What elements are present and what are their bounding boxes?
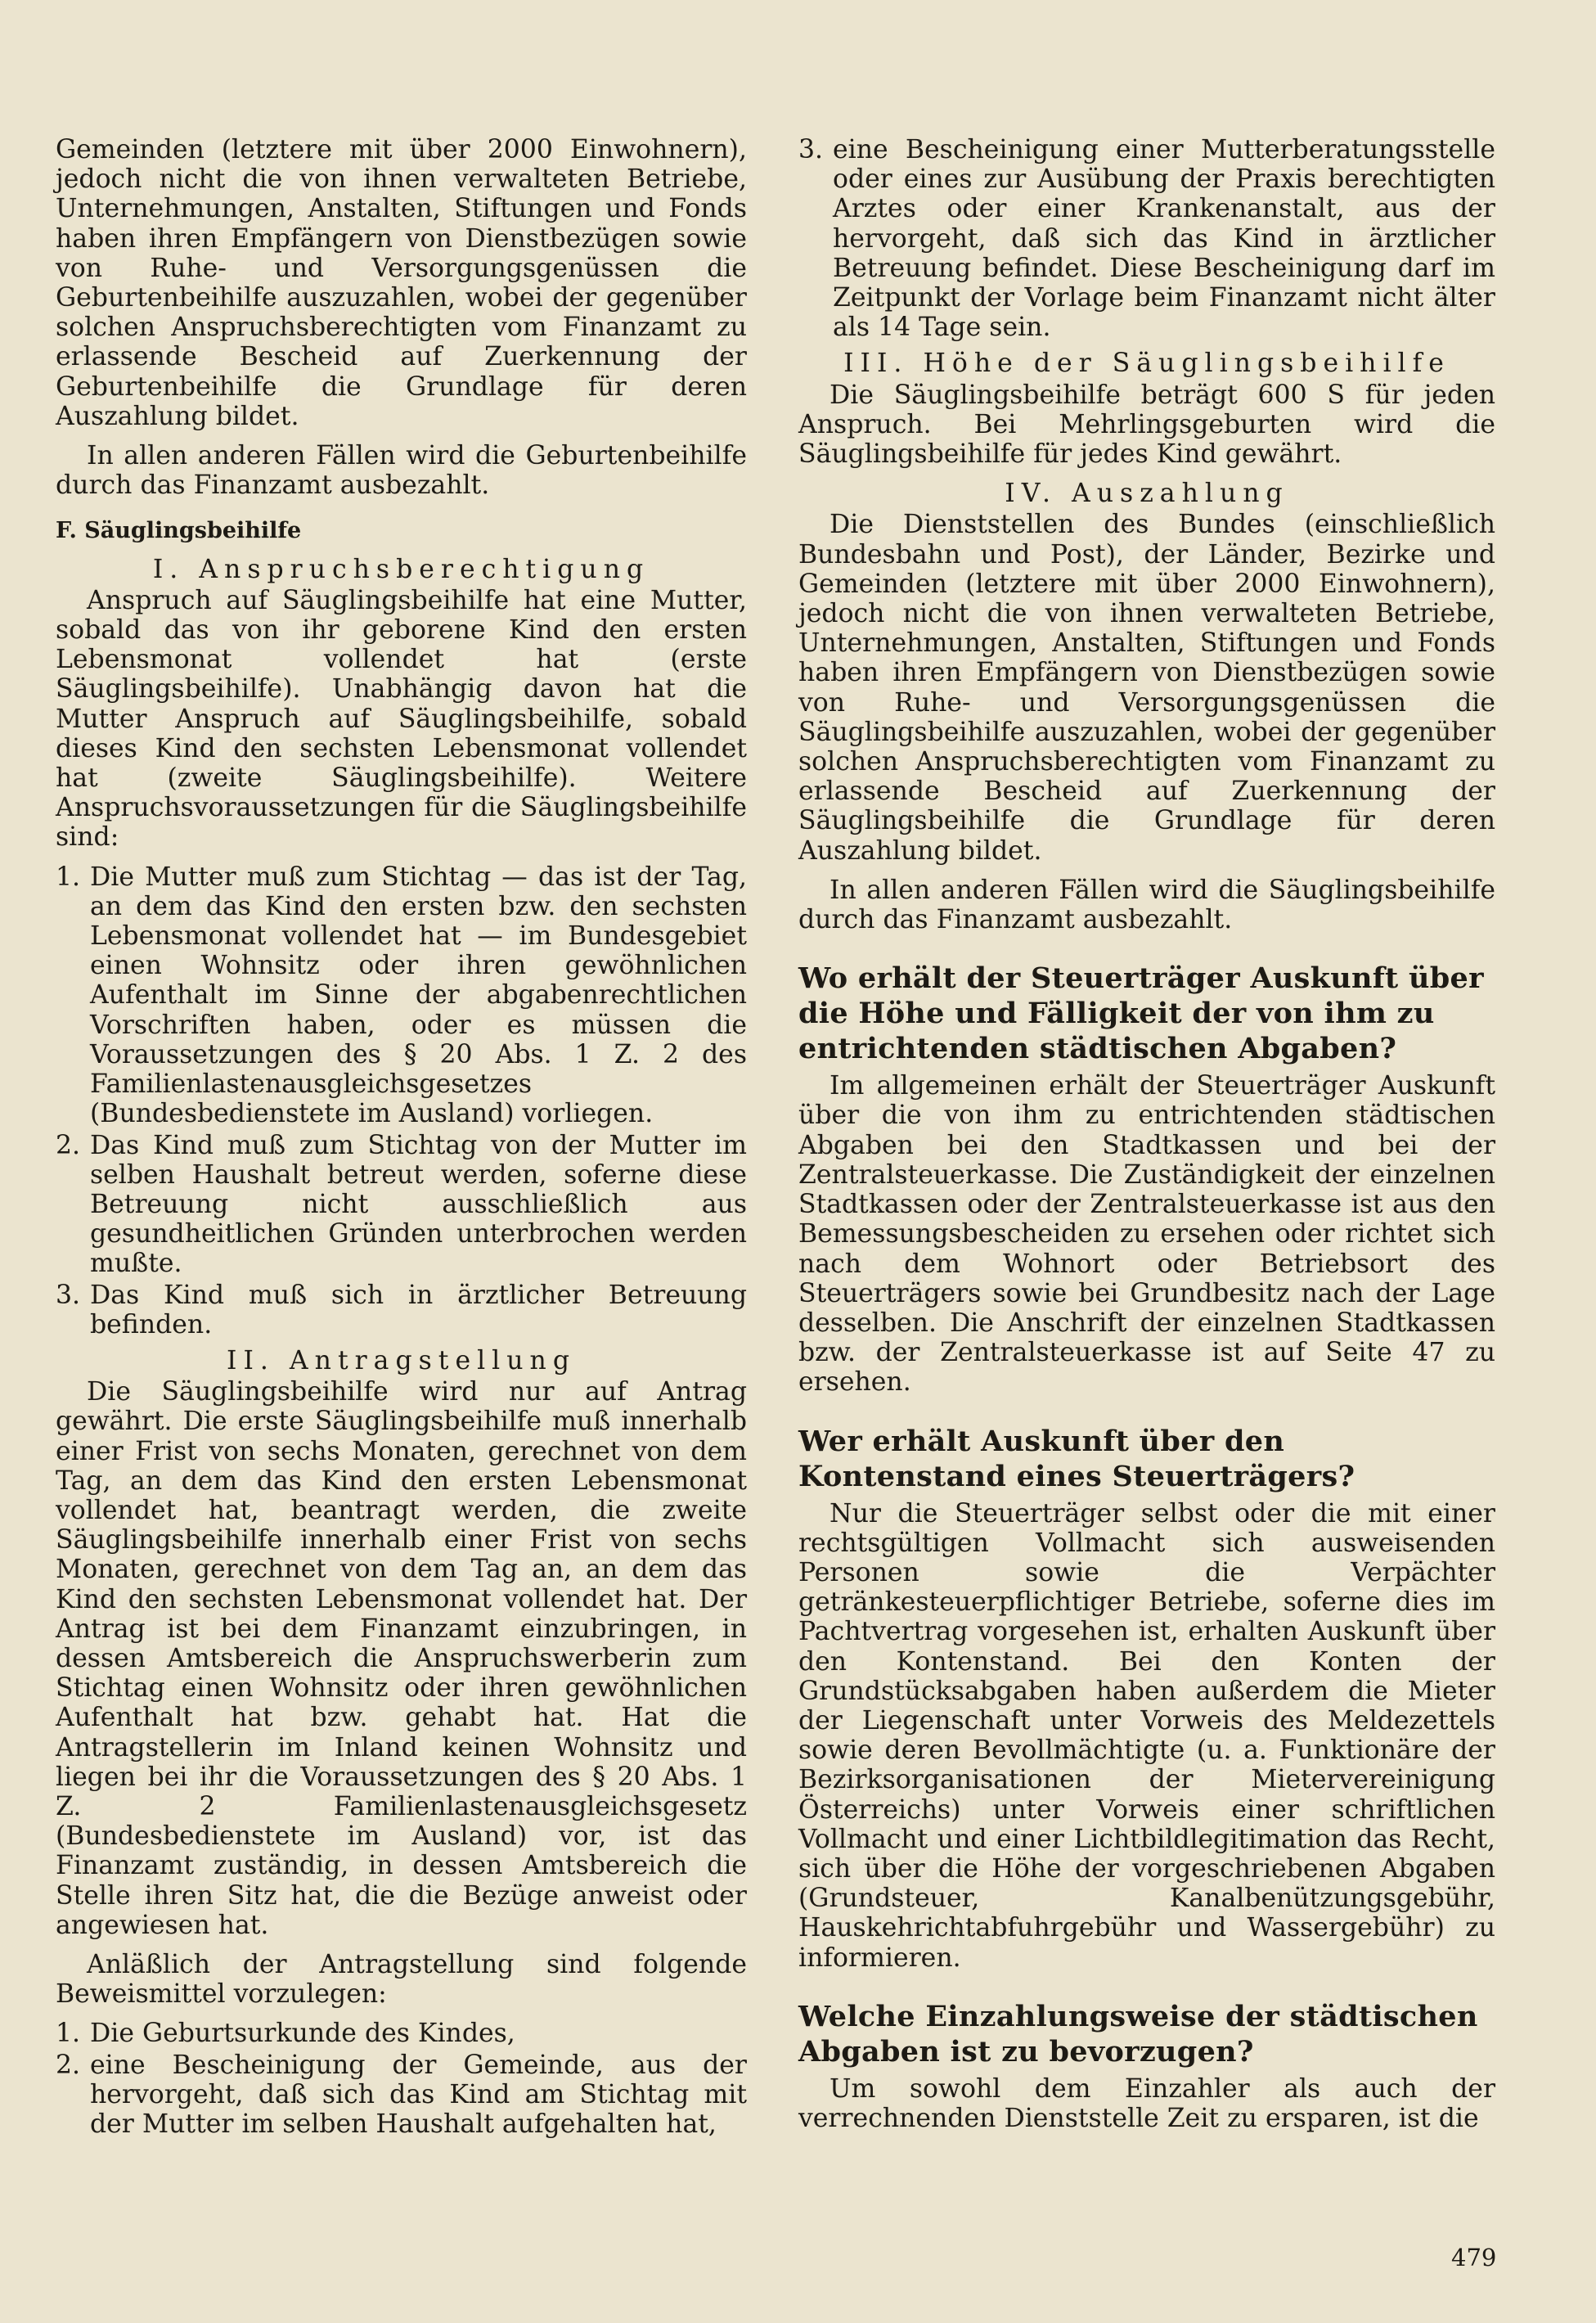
list-number: 3. (56, 1280, 81, 1310)
subsection-1-heading: I. Anspruchsberechtigung (152, 554, 650, 584)
subsection-3-heading: III. Höhe der Säuglingsbeihilfe (843, 349, 1450, 379)
subsection-3-paragraph: Die Säuglingsbeihilfe beträgt 600 S für jeden Anspruch. Bei Mehrlingsgeburten wird die Säuglingsbeihilfe für jedes Kind gewährt. (798, 380, 1495, 470)
question-3-heading: Welche Einzahlungsweise der städtischen Abgaben ist zu bevorzugen? (798, 1999, 1478, 2069)
question-1-heading: Wo erhält der Steuerträger Auskunft über die Höhe und Fälligkeit der von ihm zu entrichtenden städtischen Abgaben? (798, 961, 1484, 1066)
list-number: 3. (798, 135, 824, 164)
subsection-2-heading: II. Antragstellung (227, 1345, 576, 1375)
list-number: 2. (56, 1130, 81, 1160)
subsection-1-paragraph: Anspruch auf Säuglingsbeihilfe hat eine Mutter, sobald das von ihr geborene Kind den ersten Lebensmonat vollendet hat (erste Säuglingsbeihilfe). Unabhängig davon hat die Mutter Anspruch auf Säuglingsbeihilfe, sobald dieses Kind den sechsten Lebensmonat vollendet hat (zweite Säuglingsbeihilfe). Weitere Anspruchsvoraussetzungen für die Säuglingsbeihilfe sind: (56, 585, 747, 853)
list-item-text: Die Geburtsurkunde des Kindes, (90, 2019, 515, 2049)
list-item-text: Die Mutter muß zum Stichtag — das ist der Tag, an dem das Kind den ersten bzw. den sechsten Lebensmonat vollendet hat — im Bundesgebiet einen Wohnsitz oder ihren gewöhnlichen Aufenthalt im Sinne der abgabenrechtlichen Vorschriften haben, oder es müssen die Voraussetzungen des § 20 Abs. 1 Z. 2 des Familienlastenausgleichsgesetzes (Bundesbedienstete im Ausland) vorliegen. (90, 862, 747, 1129)
list-item (56, 862, 747, 1129)
list-item (798, 135, 1495, 342)
subsection-2-paragraph: Die Säuglingsbeihilfe wird nur auf Antrag gewährt. Die erste Säuglingsbeihilfe muß innerhalb einer Frist von sechs Monaten, gerechnet von dem Tag, an dem das Kind den ersten Lebensmonat vollendet hat, beantragt werden, die zweite Säuglingsbeihilfe innerhalb einer Frist von sechs Monaten, gerechnet von dem Tag an, an dem das Kind den sechsten Lebensmonat vollendet hat. Der Antrag ist bei dem Finanzamt einzubringen, in dessen Amtsbereich die Anspruchswerberin zum Stichtag einen Wohnsitz oder ihren gewöhnlichen Aufenthalt hat bzw. gehabt hat. Hat die Antragstellerin im Inland keinen Wohnsitz und liegen bei ihr die Voraussetzungen des § 20 Abs. 1 Z. 2 Familienlastenausgleichsgesetz (Bundesbedienstete im Ausland) vor, ist das Finanzamt zuständig, in dessen Amtsbereich die Stelle ihren Sitz hat, die die Bezüge anweist oder angewiesen hat. (56, 1377, 747, 1940)
list-number: 1. (56, 862, 81, 892)
list-number: 1. (56, 2019, 81, 2049)
subsection-4-heading: IV. Auszahlung (1005, 479, 1289, 509)
question-2-heading: Wer erhält Auskunft über den Kontenstand eines Steuerträgers? (798, 1424, 1355, 1493)
list-item-text: Das Kind muß sich in ärztlicher Betreuung befinden. (90, 1280, 747, 1339)
list-number: 2. (56, 2050, 81, 2080)
list-item-text: eine Bescheinigung der Gemeinde, aus der hervorgeht, daß sich das Kind am Stichtag mit der Mutter im selben Haushalt aufgehalten hat, (90, 2050, 747, 2139)
subsection-4-paragraph: Die Dienststellen des Bundes (einschließlich Bundesbahn und Post), der Länder, Bezirke und Gemeinden (letztere mit über 2000 Einwohnern), jedoch nicht die von ihnen verwalteten Betriebe, Unternehmungen, Anstalten, Stiftungen und Fonds haben ihren Empfängern von Dienstbezügen sowie von Ruhe- und Versorgungsgenüssen die Säuglingsbeihilfe auszuzahlen, wobei der gegenüber solchen Anspruchsberechtigten vom Finanzamt zu erlassende Bescheid auf Zuerkennung der Säuglingsbeihilfe die Grundlage für deren Auszahlung bildet. (798, 510, 1495, 866)
requirements-list (56, 862, 747, 1339)
question-2-paragraph: Nur die Steuerträger selbst oder die mit einer rechtsgültigen Vollmacht sich ausweisenden Personen sowie die Verpächter getränkesteuerpflichtiger Betriebe, soferne dies im Pachtvertrag vorgesehen ist, erhalten Auskunft über den Kontenstand. Bei den Konten der Grundstücksabgaben haben außerdem die Mieter der Liegenschaft unter Vorweis des Meldezettels sowie deren Bevollmächtigte (u. a. Funktionäre der Bezirksorganisationen der Mietervereinigung Österreichs) unter Vorweis einer schriftlichen Vollmacht und einer Lichtbildlegitimation das Recht, sich über die Höhe der vorgeschriebenen Abgaben (Grundsteuer, Kanalbenützungsgebühr, Hauskehrichtabfuhrgebühr und Wassergebühr) zu informieren. (798, 1498, 1495, 1973)
right-column (798, 135, 1495, 2143)
list-item (56, 2051, 747, 2140)
list-item (56, 1281, 747, 1339)
subsection-4-other-paragraph: In allen anderen Fällen wird die Säuglingsbeihilfe durch das Finanzamt ausbezahlt. (798, 875, 1495, 935)
list-item (56, 2019, 747, 2048)
left-column (56, 135, 747, 2145)
evidence-intro-paragraph: Anläßlich der Antragstellung sind folgende Beweismittel vorzulegen: (56, 1949, 747, 2010)
question-1-paragraph: Im allgemeinen erhält der Steuerträger Auskunft über die von ihm zu entrichtenden städtischen Abgaben bei den Stadtkassen und bei der Zentralsteuerkasse. Die Zuständigkeit der einzelnen Stadtkassen oder der Zentralsteuerkasse ist aus den Bemessungsbescheiden zu ersehen oder richtet sich nach dem Wohnort oder Betriebsort des Steuerträgers sowie bei Grundbesitz nach der Lage desselben. Die Anschrift der einzelnen Stadtkassen bzw. der Zentralsteuerkasse ist auf Seite 47 zu ersehen. (798, 1071, 1495, 1398)
page-number: 479 (1451, 2244, 1497, 2271)
intro-paragraph: Gemeinden (letztere mit über 2000 Einwohnern), jedoch nicht die von ihnen verwalteten Betriebe, Unternehmungen, Anstalten, Stiftungen und Fonds haben ihren Empfängern von Dienstbezügen sowie von Ruhe- und Versorgungsgenüssen die Geburtenbeihilfe auszuzahlen, wobei der gegenüber solchen Anspruchsberechtigten vom Finanzamt zu erlassende Bescheid auf Zuerkennung der Geburtenbeihilfe die Grundlage für deren Auszahlung bildet. (56, 135, 747, 431)
section-f-heading: F. Säuglingsbeihilfe (56, 518, 302, 544)
list-item-text: eine Bescheinigung einer Mutterberatungsstelle oder eines zur Ausübung der Praxis berechtigten Arztes oder einer Krankenanstalt, aus der hervorgeht, daß sich das Kind in ärztlicher Betreuung befindet. Diese Bescheinigung darf im Zeitpunkt der Vorlage beim Finanzamt nicht älter als 14 Tage sein. (833, 135, 1495, 343)
list-item (56, 1131, 747, 1279)
other-cases-paragraph: In allen anderen Fällen wird die Geburtenbeihilfe durch das Finanzamt ausbezahlt. (56, 441, 747, 501)
evidence-list (56, 2019, 747, 2139)
evidence-list-continued (798, 135, 1495, 342)
question-3-paragraph: Um sowohl dem Einzahler als auch der verrechnenden Dienststelle Zeit zu ersparen, ist die (798, 2073, 1495, 2133)
list-item-text: Das Kind muß zum Stichtag von der Mutter im selben Haushalt betreut werden, soferne diese Betreuung nicht ausschließlich aus gesundheitlichen Gründen unterbrochen werden mußte. (90, 1130, 747, 1279)
